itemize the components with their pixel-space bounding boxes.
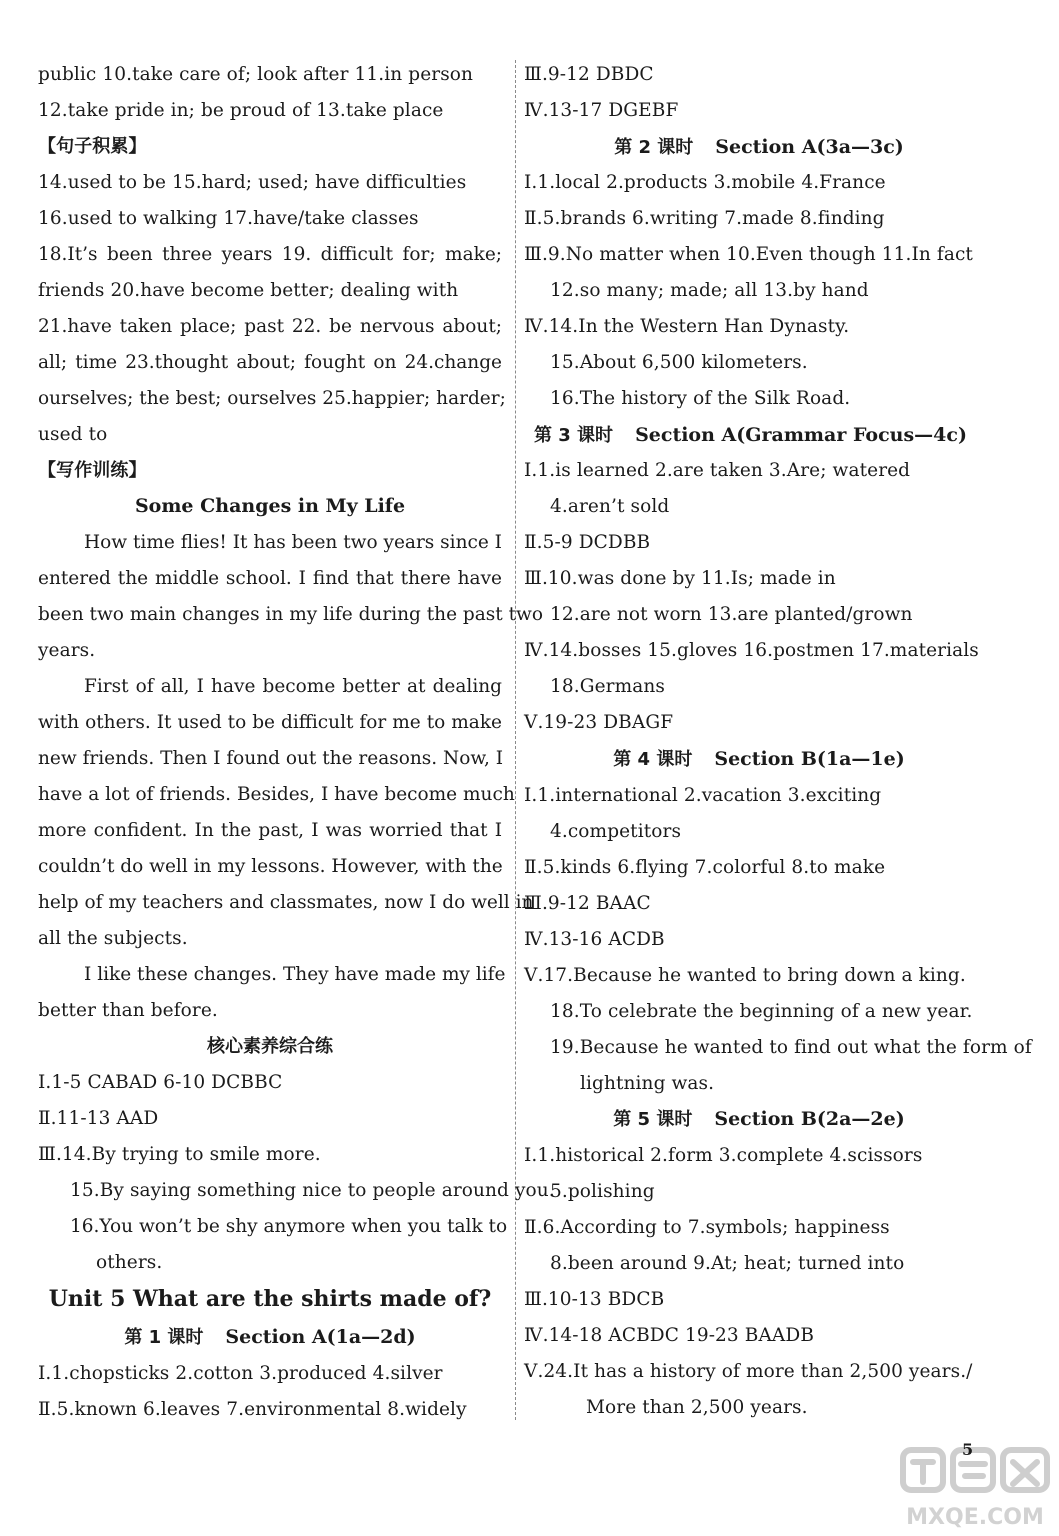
answer-line: Ⅲ.9-12 DBDC — [524, 64, 654, 85]
answer-line: More than 2,500 years. — [586, 1397, 808, 1418]
lesson-heading — [534, 422, 994, 449]
answer-line: Ⅲ.9.No matter when 10.Even though 11.In fact — [524, 244, 973, 265]
lesson-section: Section B(1a—1e) — [714, 748, 905, 770]
answer-line: Ⅰ.1.is learned 2.are taken 3.Are; watered — [524, 460, 911, 481]
answer-line: 18.It’s been three years 19. difficult for; make; — [38, 244, 502, 265]
answer-line: 5.polishing — [550, 1181, 655, 1202]
answer-line: Ⅴ.17.Because he wanted to bring down a king. — [524, 965, 966, 986]
watermark-text: MXQE.COM — [906, 1505, 1044, 1530]
answer-line: 4.aren’t sold — [550, 496, 670, 517]
essay-line: couldn’t do well in my lessons. However, with the — [38, 856, 503, 877]
lesson-heading — [38, 1324, 502, 1351]
answer-line: Ⅱ.5.known 6.leaves 7.environmental 8.widely — [38, 1399, 467, 1420]
answer-line: 19.Because he wanted to find out what the form of — [550, 1037, 1032, 1058]
answer-line: Ⅳ.14.bosses 15.gloves 16.postmen 17.materials — [524, 640, 979, 661]
answer-line: 18.To celebrate the beginning of a new year. — [550, 1001, 973, 1022]
answer-line: Ⅰ.1.historical 2.form 3.complete 4.scissors — [524, 1145, 923, 1166]
column-divider — [515, 60, 516, 1420]
answer-line: Ⅱ.5.brands 6.writing 7.made 8.finding — [524, 208, 885, 229]
essay-line: years. — [38, 640, 96, 661]
answer-line: friends 20.have become better; dealing with — [38, 280, 459, 301]
lesson-number: 第 1 课时 — [124, 1327, 204, 1348]
answer-line: 8.been around 9.At; heat; turned into — [550, 1253, 905, 1274]
answer-line: Ⅱ.6.According to 7.symbols; happiness — [524, 1217, 890, 1238]
answer-line: 18.Germans — [550, 676, 665, 697]
essay-line: better than before. — [38, 1000, 218, 1021]
answer-line: Ⅳ.13-16 ACDB — [524, 929, 665, 950]
unit-title: Unit 5 What are the shirts made of? — [48, 1286, 492, 1312]
answer-line: Ⅲ.14.By trying to smile more. — [38, 1144, 321, 1165]
answer-line: used to — [38, 424, 108, 445]
essay-line: more confident. In the past, I was worried that I — [38, 820, 502, 841]
answer-line: Ⅲ.10-13 BDCB — [524, 1289, 665, 1310]
answer-line: 12.take pride in; be proud of 13.take place — [38, 100, 444, 121]
lesson-section: Section A(1a—2d) — [225, 1326, 416, 1348]
page-number: 5 — [962, 1440, 974, 1459]
essay-line: new friends. Then I found out the reasons. Now, I — [38, 748, 504, 769]
essay-line: have a lot of friends. Besides, I have become much — [38, 784, 515, 805]
answer-line: others. — [96, 1252, 163, 1273]
answer-line: 12.so many; made; all 13.by hand — [550, 280, 869, 301]
core-practice-heading: 核心素养综合练 — [207, 1036, 333, 1057]
lesson-heading — [524, 1106, 994, 1133]
answer-line: Ⅰ.1-5 CABAD 6-10 DCBBC — [38, 1072, 283, 1093]
answer-line: 16.The history of the Silk Road. — [550, 388, 851, 409]
essay-line: I like these changes. They have made my life — [84, 964, 506, 985]
answer-line: 21.have taken place; past 22. be nervous about; — [38, 316, 502, 337]
answer-line: Ⅱ.5.kinds 6.flying 7.colorful 8.to make — [524, 857, 886, 878]
answer-line: 15.By saying something nice to people around you. — [70, 1180, 555, 1201]
answer-line: 15.About 6,500 kilometers. — [550, 352, 808, 373]
essay-line: First of all, I have become better at dealing — [84, 676, 502, 697]
answer-line: public 10.take care of; look after 11.in person — [38, 64, 474, 85]
lesson-section: Section A(3a—3c) — [715, 136, 904, 158]
lesson-section: Section A(Grammar Focus—4c) — [635, 424, 967, 446]
lesson-number: 第 2 课时 — [614, 137, 694, 158]
answer-line: Ⅳ.14.In the Western Han Dynasty. — [524, 316, 850, 337]
lesson-heading — [524, 134, 994, 161]
lesson-heading — [524, 746, 994, 773]
essay-line: all the subjects. — [38, 928, 188, 949]
essay-title: Some Changes in My Life — [134, 495, 406, 517]
lesson-number: 第 4 课时 — [613, 749, 693, 770]
essay-line: How time flies! It has been two years since I — [84, 532, 502, 553]
section-heading-writing: 【写作训练】 — [38, 460, 147, 481]
lesson-section: Section B(2a—2e) — [714, 1108, 905, 1130]
watermark-logo — [895, 1440, 1055, 1532]
essay-line: been two main changes in my life during the past two — [38, 604, 544, 625]
answer-line: Ⅰ.1.international 2.vacation 3.exciting — [524, 785, 882, 806]
answer-line: Ⅰ.1.local 2.products 3.mobile 4.France — [524, 172, 886, 193]
answer-line: Ⅱ.5-9 DCDBB — [524, 532, 651, 553]
essay-line: with others. It used to be difficult for me to make — [38, 712, 502, 733]
essay-line: entered the middle school. I find that there have — [38, 568, 502, 589]
answer-line: Ⅴ.24.It has a history of more than 2,500 years./ — [524, 1361, 973, 1382]
answer-line: Ⅴ.19-23 DBAGF — [524, 712, 674, 733]
answer-line: 4.competitors — [550, 821, 682, 842]
answer-line: Ⅲ.10.was done by 11.Is; made in — [524, 568, 836, 589]
answer-line: all; time 23.thought about; fought on 24.change — [38, 352, 502, 373]
answer-line: Ⅳ.13-17 DGEBF — [524, 100, 679, 121]
answer-line: Ⅳ.14-18 ACBDC 19-23 BAADB — [524, 1325, 815, 1346]
answer-line: ourselves; the best; ourselves 25.happier; harder; — [38, 388, 506, 409]
essay-line: help of my teachers and classmates, now I do well in — [38, 892, 534, 913]
answer-line: 16.You won’t be shy anymore when you talk to — [70, 1216, 508, 1237]
answer-line: Ⅰ.1.chopsticks 2.cotton 3.produced 4.silver — [38, 1363, 443, 1384]
lesson-number: 第 3 课时 — [534, 425, 614, 446]
answer-line: lightning was. — [580, 1073, 715, 1094]
answer-line: 12.are not worn 13.are planted/grown — [550, 604, 913, 625]
answer-line: 16.used to walking 17.have/take classes — [38, 208, 419, 229]
answer-line: 14.used to be 15.hard; used; have difficulties — [38, 172, 467, 193]
answer-line: Ⅲ.9-12 BAAC — [524, 893, 651, 914]
section-heading-sentences: 【句子积累】 — [38, 136, 147, 157]
answer-line: Ⅱ.11-13 AAD — [38, 1108, 159, 1129]
lesson-number: 第 5 课时 — [613, 1109, 693, 1130]
